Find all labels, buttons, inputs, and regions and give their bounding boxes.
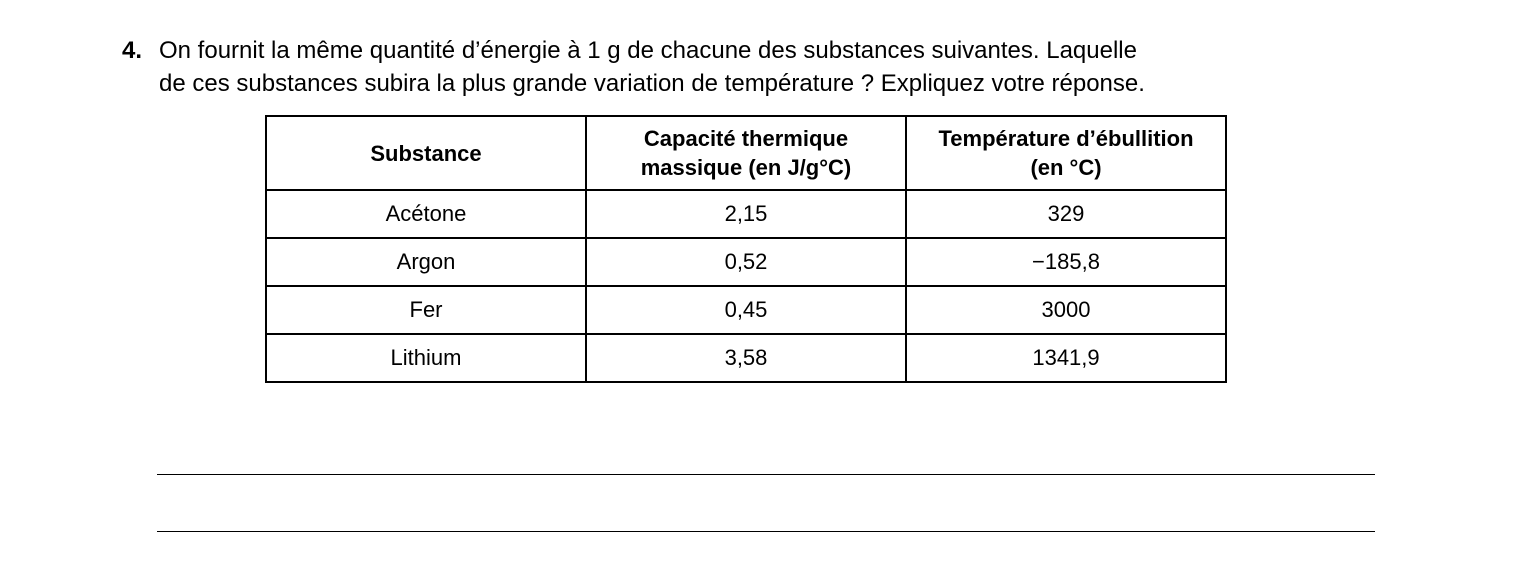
header-substance: [266, 116, 586, 190]
cell-substance: Argon: [266, 238, 586, 286]
cell-boiling-point: −185,8: [906, 238, 1226, 286]
table-row: [266, 334, 1226, 382]
header-boiling-point-line-1: Température d’ébullition: [938, 126, 1194, 151]
cell-substance: Fer: [266, 286, 586, 334]
table-row: [266, 190, 1226, 238]
question-text-line-1: On fournit la même quantité d’énergie à 1 g de chacune des substances suivantes. Laquelle: [159, 37, 1137, 64]
question-number: 4.: [122, 37, 143, 64]
header-boiling-point: [906, 116, 1226, 190]
substances-table: [265, 115, 1227, 383]
answer-line-1: [157, 474, 1375, 475]
cell-substance: Acétone: [266, 190, 586, 238]
cell-boiling-point: 1341,9: [906, 334, 1226, 382]
header-substance-label: Substance: [370, 140, 482, 166]
cell-boiling-point: 329: [906, 190, 1226, 238]
table-row: [266, 238, 1226, 286]
header-boiling-point-line-2: (en °C): [1030, 155, 1102, 180]
cell-heat-capacity: 3,58: [586, 334, 906, 382]
cell-heat-capacity: 0,45: [586, 286, 906, 334]
cell-heat-capacity: 2,15: [586, 190, 906, 238]
table-header-row: [266, 116, 1226, 190]
header-heat-capacity: [586, 116, 906, 190]
cell-heat-capacity: 0,52: [586, 238, 906, 286]
answer-line-2: [157, 531, 1375, 532]
cell-substance: Lithium: [266, 334, 586, 382]
table-row: [266, 286, 1226, 334]
cell-boiling-point: 3000: [906, 286, 1226, 334]
question-text-line-2: de ces substances subira la plus grande variation de température ? Expliquez votre réponse.: [159, 70, 1145, 97]
question-text: [159, 34, 1299, 100]
header-heat-capacity-line-1: Capacité thermique: [643, 126, 849, 151]
header-heat-capacity-line-2: massique (en J/g°C): [640, 155, 852, 180]
